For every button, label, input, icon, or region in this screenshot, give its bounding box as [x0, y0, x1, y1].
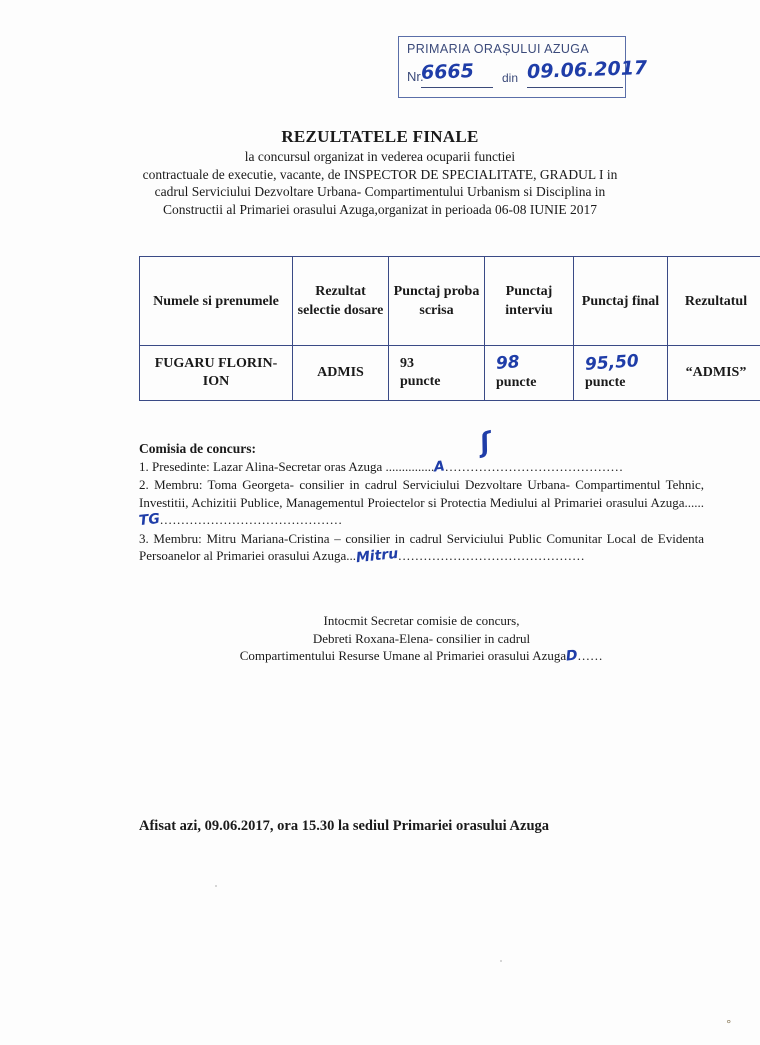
- column-header-rezultat: Rezultatul: [668, 257, 760, 346]
- column-header-name: Numele si prenumele: [140, 257, 293, 346]
- drafted-line-3: Compartimentului Resurse Umane al Primariei orasului AzugaD......: [239, 647, 604, 665]
- cell-selectie-dosare: ADMIS: [293, 346, 389, 401]
- column-header-selectie: Rezultat selectie dosare: [293, 257, 389, 346]
- stamp-date-underline: [527, 87, 623, 88]
- cell-punctaj-final: [574, 346, 668, 401]
- cell-rezultat: “ADMIS”: [668, 346, 760, 401]
- page-title: REZULTATELE FINALE: [281, 127, 479, 146]
- column-header-scrisa: Punctaj proba scrisa: [389, 257, 485, 346]
- cell-candidate-name: FUGARU FLORIN-ION: [140, 346, 293, 401]
- subtitle-line-4: Constructii al Primariei orasului Azuga,organizat in perioada 06-08 IUNIE 2017: [163, 201, 597, 217]
- stamp-nr-value: 6665: [420, 60, 475, 84]
- corner-mark: °: [726, 1018, 732, 1031]
- cell-proba-scrisa: [389, 346, 485, 401]
- cell-interviu-value: 98: [495, 352, 521, 374]
- signature-secretary: D: [565, 647, 579, 665]
- drafted-by-block: [139, 612, 704, 666]
- signature-member-2: TG: [138, 510, 161, 530]
- stamp-date-value: 09.06.2017: [526, 56, 648, 84]
- commission-member-1: 1. Presedinte: Lazar Alina-Secretar oras Azuga ...............A..........................................: [139, 457, 624, 476]
- cell-proba-scrisa-unit: puncte: [400, 374, 441, 389]
- cell-punctaj-final-unit: puncte: [585, 375, 626, 390]
- drafted-line-2: Debreti Roxana-Elena- consilier in cadrul: [312, 630, 531, 646]
- posting-notice: Afisat azi, 09.06.2017, ora 15.30 la sediul Primariei orasului Azuga: [139, 818, 550, 834]
- stamp-nr-label: Nr.: [407, 69, 424, 84]
- signature-member-1: A: [433, 457, 446, 476]
- drafted-line-1: Intocmit Secretar comisie de concurs,: [323, 613, 520, 628]
- commission-member-3: 3. Membru: Mitru Mariana-Cristina – consilier in cadrul Serviciului Public Comunitar Local de Evidenta Persoanelor al Primariei orasului Azuga...Mitru............................................: [139, 530, 704, 567]
- stamp-institution: PRIMARIA ORAȘULUI AZUGA: [407, 42, 590, 56]
- cell-interviu: [485, 346, 574, 401]
- scan-speck: [215, 885, 217, 887]
- column-header-final: Punctaj final: [574, 257, 668, 346]
- subtitle-line-1: la concursul organizat in vederea ocuparii functiei: [244, 149, 516, 164]
- cell-interviu-unit: puncte: [496, 375, 537, 390]
- document-subtitle: [130, 148, 630, 218]
- ink-stroke-president: ʃ: [476, 427, 494, 459]
- table-header-row: [140, 257, 760, 346]
- commission-block: [139, 440, 704, 566]
- signature-member-3: Mitru: [355, 545, 399, 567]
- stamp-nr-underline: [421, 87, 493, 88]
- stamp-din-label: din: [502, 71, 519, 85]
- commission-member-2: 2. Membru: Toma Georgeta- consilier in cadrul Serviciului Dezvoltare Urbana- Compartimentul Tehnic, Investitii, Achizitii Publice, Managementul Proiectelor si Protectia Mediului al Primariei orasului Azuga......TG...........................................: [138, 477, 704, 530]
- results-table: [139, 256, 760, 401]
- commission-title: Comisia de concurs:: [139, 441, 256, 456]
- subtitle-line-3: cadrul Serviciului Dezvoltare Urbana- Compartimentului Urbanism si Disciplina in: [154, 184, 606, 199]
- cell-punctaj-final-value: 95,50: [584, 351, 640, 375]
- table-row: [140, 346, 760, 401]
- subtitle-line-2: contractuale de executie, vacante, de INSPECTOR DE SPECIALITATE, GRADUL I in: [142, 166, 618, 182]
- scan-speck: [500, 960, 502, 962]
- column-header-interviu: Punctaj interviu: [485, 257, 574, 346]
- registration-stamp: [398, 36, 648, 98]
- cell-proba-scrisa-value: 93: [400, 356, 414, 371]
